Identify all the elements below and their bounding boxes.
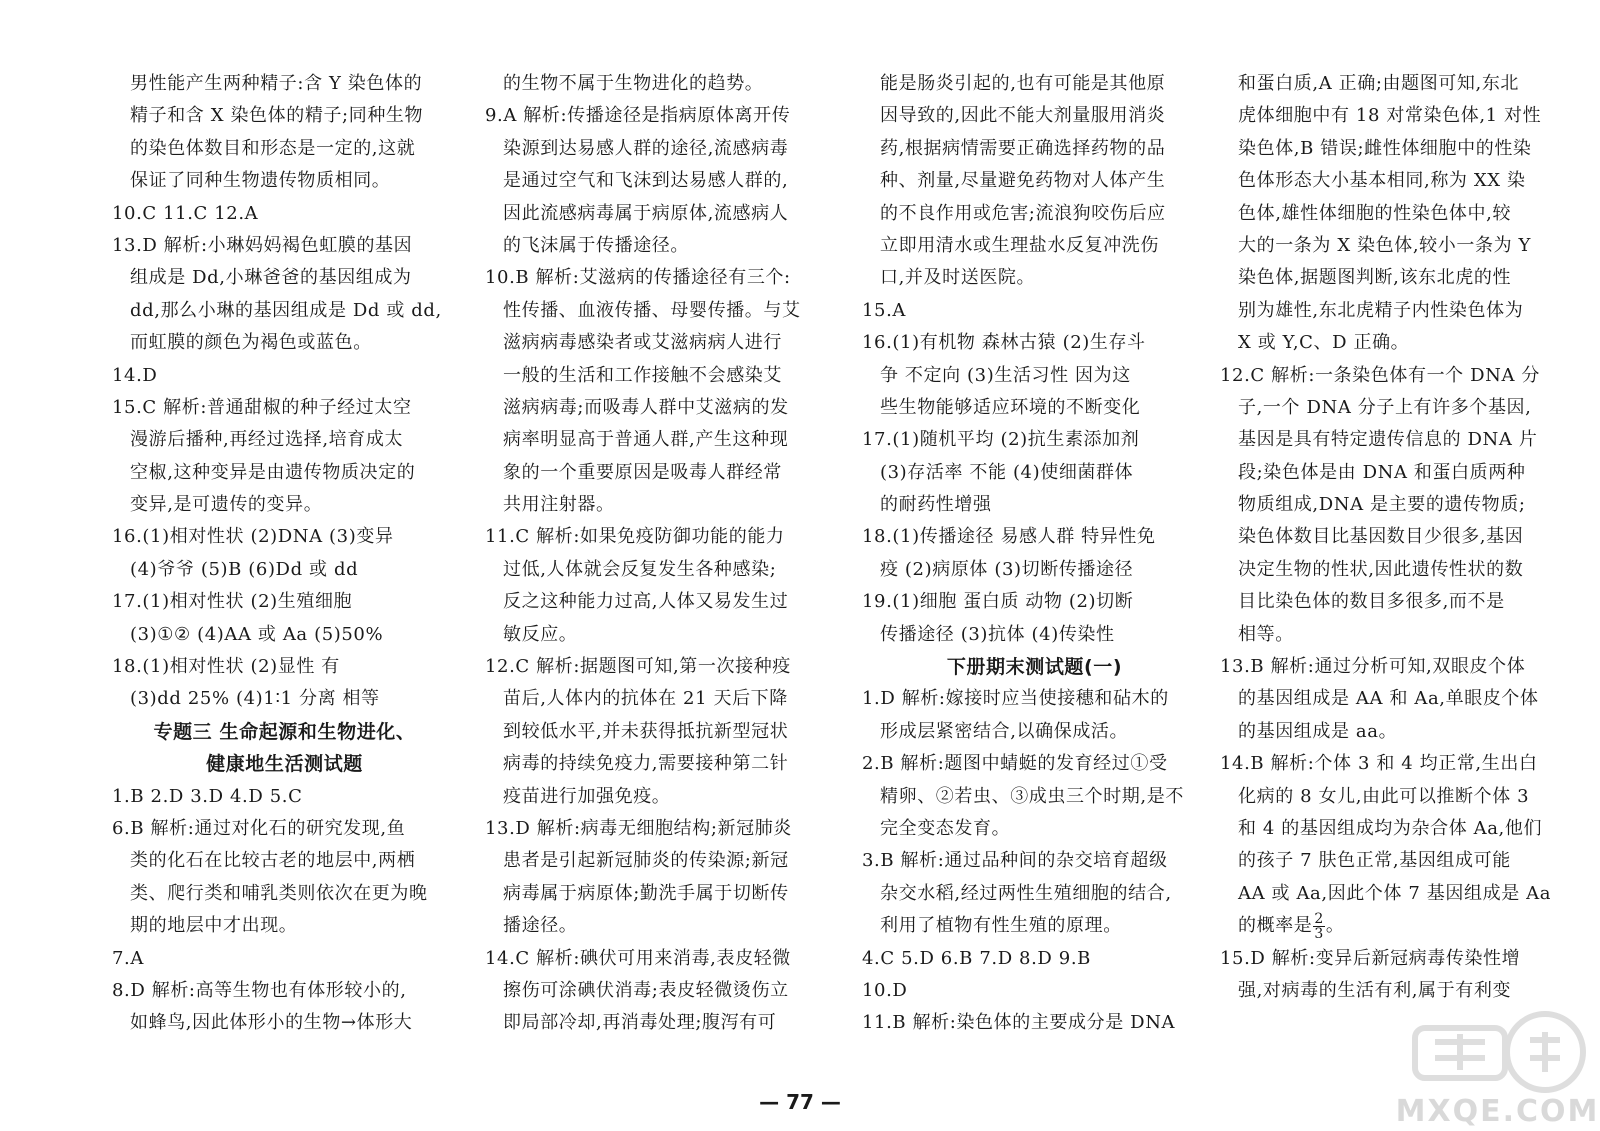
- answer-line: [485, 586, 830, 618]
- answer-line: [862, 586, 1207, 618]
- answer-line-text: 药,根据病情需要正确选择药物的品: [880, 137, 1166, 159]
- answer-line-text: 类的化石在比较古老的地层中,两栖: [130, 850, 416, 872]
- answer-line: [112, 262, 457, 294]
- answer-line: [862, 554, 1207, 586]
- answer-line-text: 立即用清水或生理盐水反复冲洗伤: [880, 234, 1159, 256]
- answer-line-text: 染源到达易感人群的途径,流感病毒: [503, 137, 789, 159]
- answer-line-text: 空椒,这种变异是由遗传物质决定的: [130, 461, 416, 483]
- answer-line-text: 精卵、②若虫、③成虫三个时期,是不: [880, 785, 1184, 807]
- answer-line-text: 的不良作用或危害;流浪狗咬伤后应: [880, 202, 1166, 224]
- answer-line: [112, 489, 457, 521]
- answer-line-text: dd,那么小琳的基因组成是 Dd 或 dd,: [130, 299, 442, 321]
- answer-line: [862, 360, 1207, 392]
- answer-line: [1220, 910, 1565, 942]
- answer-line-text: 决定生物的性状,因此遗传性状的数: [1238, 558, 1524, 580]
- answer-line: [862, 813, 1207, 845]
- answer-line-text: (4)爷爷 (5)B (6)Dd 或 dd: [130, 558, 359, 580]
- answer-line: [485, 489, 830, 521]
- answer-line-text: 17.(1)随机平均 (2)抗生素添加剂: [862, 429, 1140, 451]
- answer-line-text: 染色体,B 错误;雌性体细胞中的性染: [1238, 137, 1532, 159]
- answer-line-text: 14.B 解析:个体 3 和 4 均正常,生出白: [1220, 753, 1538, 775]
- answer-line: [112, 813, 457, 845]
- answer-line: [485, 910, 830, 942]
- answer-line-text: 的概率是: [1238, 915, 1313, 937]
- answer-line: [862, 943, 1207, 975]
- answer-line-text: AA 或 Aa,因此个体 7 基因组成是 Aa: [1238, 882, 1552, 904]
- answer-line: [862, 457, 1207, 489]
- answer-line-text: 12.C 解析:一条染色体有一个 DNA 分: [1220, 364, 1541, 386]
- answer-line-text: 因导致的,因此不能大剂量服用消炎: [880, 105, 1166, 127]
- answer-line-text: 敏反应。: [503, 623, 578, 645]
- answer-line: [1220, 489, 1565, 521]
- answer-line-text: 反之这种能力过高,人体又易发生过: [503, 591, 789, 613]
- answer-line: [112, 392, 457, 424]
- answer-line-text: 的耐药性增强: [880, 494, 992, 516]
- answer-line: [862, 521, 1207, 553]
- answer-line: [1220, 619, 1565, 651]
- answer-line-text: 因此流感病毒属于病原体,流感病人: [503, 202, 789, 224]
- answer-line: [485, 100, 830, 132]
- answer-line-text: 16.(1)相对性状 (2)DNA (3)变异: [112, 526, 394, 548]
- answer-line-text: 共用注射器。: [503, 494, 615, 516]
- answer-line: [112, 651, 457, 683]
- answer-line: [112, 975, 457, 1007]
- answer-line-text: 口,并及时送医院。: [880, 267, 1036, 289]
- answer-line-text: 8.D 解析:高等生物也有体形较小的,: [112, 979, 407, 1001]
- answer-line: [862, 68, 1207, 100]
- answer-line: [485, 619, 830, 651]
- answer-line: [485, 198, 830, 230]
- answer-line-text: 染色体数目比基因数目少很多,基因: [1238, 526, 1524, 548]
- fraction-numerator: 2: [1314, 910, 1324, 927]
- answer-line-text: 播途径。: [503, 915, 578, 937]
- answer-line: [112, 133, 457, 165]
- answer-column-2: [485, 68, 830, 1040]
- answer-line: [1220, 781, 1565, 813]
- answer-line: [485, 683, 830, 715]
- answer-line: [112, 521, 457, 553]
- answer-line: [862, 295, 1207, 327]
- answer-line-text: 的基因组成是 AA 和 Aa,单眼皮个体: [1238, 688, 1539, 710]
- answer-line-text: 和蛋白质,A 正确;由题图可知,东北: [1238, 73, 1520, 94]
- answer-line-text: 滋病病毒感染者或艾滋病病人进行: [503, 332, 782, 354]
- answer-line: [112, 845, 457, 877]
- answer-line: [485, 651, 830, 683]
- answer-column-3: [862, 68, 1207, 1040]
- answer-line: [862, 392, 1207, 424]
- answer-line-text: 13.B 解析:通过分析可知,双眼皮个体: [1220, 656, 1526, 678]
- answer-line: [112, 1007, 457, 1039]
- answer-line-text: 类、爬行类和哺乳类则依次在更为晚: [130, 882, 428, 904]
- answer-line: [862, 230, 1207, 262]
- answer-line: [112, 457, 457, 489]
- answer-line-text: 相等。: [1238, 623, 1294, 645]
- answer-line: [112, 943, 457, 975]
- answer-line: [485, 457, 830, 489]
- answer-line: [485, 878, 830, 910]
- answer-line: [485, 748, 830, 780]
- answer-line-text: 15.A: [862, 299, 907, 321]
- answer-line-text: 13.D 解析:病毒无细胞结构;新冠肺炎: [485, 817, 792, 839]
- answer-line-text: 17.(1)相对性状 (2)生殖细胞: [112, 591, 353, 613]
- answer-line-text: 的染色体数目和形态是一定的,这就: [130, 137, 416, 159]
- answer-line-text: 1.D 解析:嫁接时应当使接穗和砧木的: [862, 688, 1169, 710]
- answer-line-text: (3)存活率 不能 (4)使细菌群体: [880, 461, 1134, 483]
- answer-column-1: [112, 68, 457, 1040]
- answer-line: [862, 878, 1207, 910]
- answer-line-text: 保证了同种生物遗传物质相同。: [130, 170, 391, 192]
- answer-line-text: 2.B 解析:题图中蜻蜓的发育经过①受: [862, 753, 1168, 775]
- answer-line: [1220, 748, 1565, 780]
- answer-line-text: 14.C 解析:碘伏可用来消毒,表皮轻微: [485, 947, 791, 969]
- answer-line-text: 11.B 解析:染色体的主要成分是 DNA: [862, 1012, 1176, 1034]
- answer-line-text: 11.C 解析:如果免疫防御功能的能力: [485, 526, 785, 548]
- answer-line-text: 到较低水平,并未获得抵抗新型冠状: [503, 720, 789, 742]
- answer-line-text: 形成层紧密结合,以确保成活。: [880, 720, 1129, 742]
- answer-line: [485, 360, 830, 392]
- answer-line-text: 9.A 解析:传播途径是指病原体离开传: [485, 105, 791, 127]
- answer-line-text: 色体形态大小基本相同,称为 XX 染: [1238, 170, 1526, 192]
- answer-line: [1220, 100, 1565, 132]
- answer-line-text: 杂交水稻,经过两性生殖细胞的结合,: [880, 882, 1172, 904]
- answer-line-text: 病毒的持续免疫力,需要接种第二针: [503, 753, 789, 775]
- answer-line-text: 子,一个 DNA 分子上有许多个基因,: [1238, 396, 1532, 418]
- answer-line: [862, 424, 1207, 456]
- answer-line: [1220, 975, 1565, 1007]
- answer-line: [1220, 943, 1565, 975]
- answer-line-text: 漫游后播种,再经过选择,培育成太: [130, 429, 404, 451]
- fraction: [1313, 912, 1325, 941]
- answer-line-text: 目比染色体的数目多很多,而不是: [1238, 591, 1505, 613]
- section-heading: [862, 651, 1207, 683]
- answer-line-text: 变异,是可遗传的变异。: [130, 494, 323, 516]
- answer-line-text: 和 4 的基因组成均为杂合体 Aa,他们: [1238, 817, 1543, 839]
- answer-line-text: 精子和含 X 染色体的精子;同种生物: [130, 105, 424, 127]
- answer-line: [112, 230, 457, 262]
- answer-line-text: 苗后,人体内的抗体在 21 天后下降: [503, 688, 788, 710]
- answer-line: [112, 586, 457, 618]
- answer-line-text: 期的地层中才出现。: [130, 915, 298, 937]
- answer-line-text: 15.D 解析:变异后新冠病毒传染性增: [1220, 947, 1521, 969]
- answer-line-text: 色体,雄性体细胞的性染色体中,较: [1238, 202, 1512, 224]
- answer-line-text: 16.(1)有机物 森林古猿 (2)生存斗: [862, 332, 1146, 354]
- answer-column-4: [1220, 68, 1565, 1007]
- answer-line: [862, 781, 1207, 813]
- answer-line-text: 物质组成,DNA 是主要的遗传物质;: [1238, 494, 1526, 516]
- answer-line-text: 组成是 Dd,小琳爸爸的基因组成为: [130, 267, 412, 289]
- answer-line-text: 14.D: [112, 364, 158, 386]
- answer-line-text: 10.C 11.C 12.A: [112, 202, 259, 224]
- answer-line: [862, 975, 1207, 1007]
- answer-line: [112, 878, 457, 910]
- answer-line: [862, 165, 1207, 197]
- answer-line-text: 争 不定向 (3)生活习性 因为这: [880, 364, 1131, 386]
- answer-line: [862, 1007, 1207, 1039]
- answer-line-text: 象的一个重要原因是吸毒人群经常: [503, 461, 782, 483]
- answer-line: [112, 683, 457, 715]
- answer-line-text: 强,对病毒的生活有利,属于有利变: [1238, 979, 1512, 1001]
- answer-line-text: 专题三 生命起源和生物进化、: [153, 720, 416, 743]
- answer-line: [862, 327, 1207, 359]
- answer-line: [862, 716, 1207, 748]
- answer-line-text: 的基因组成是 aa。: [1238, 720, 1398, 742]
- answer-line: [1220, 554, 1565, 586]
- answer-line-text: 13.D 解析:小琳妈妈褐色虹膜的基因: [112, 234, 413, 256]
- answer-line: [485, 1007, 830, 1039]
- answer-line-text: 病毒属于病原体;勤洗手属于切断传: [503, 882, 789, 904]
- answer-line-text: 擦伤可涂碘伏消毒;表皮轻微烫伤立: [503, 979, 789, 1001]
- answer-line: [1220, 878, 1565, 910]
- answer-line-text: 即局部冷却,再消毒处理;腹泻有可: [503, 1012, 777, 1034]
- answer-line-text: 如蜂鸟,因此体形小的生物→体形大: [130, 1012, 413, 1034]
- answer-line-text: 18.(1)相对性状 (2)显性 有: [112, 656, 340, 678]
- answer-line: [1220, 198, 1565, 230]
- answer-line-text: 7.A: [112, 947, 144, 969]
- answer-line: [485, 521, 830, 553]
- answer-line: [1220, 845, 1565, 877]
- answer-line: [1220, 424, 1565, 456]
- answer-line: [1220, 230, 1565, 262]
- answer-line: [1220, 360, 1565, 392]
- page-number: — 77 —: [759, 1090, 841, 1114]
- answer-line: [862, 489, 1207, 521]
- answer-line: [112, 619, 457, 651]
- answer-line: [485, 424, 830, 456]
- answer-line: [485, 845, 830, 877]
- answer-line-text: 大的一条为 X 染色体,较小一条为 Y: [1238, 234, 1531, 256]
- answer-line-text: 段;染色体是由 DNA 和蛋白质两种: [1238, 461, 1526, 483]
- answer-line: [112, 100, 457, 132]
- answer-line-text: 过低,人体就会反复发生各种感染;: [503, 558, 777, 580]
- answer-line: [1220, 68, 1565, 100]
- answer-line: [485, 716, 830, 748]
- answer-line: [485, 68, 830, 100]
- answer-line: [112, 781, 457, 813]
- answer-line-text: 化病的 8 女儿,由此可以推断个体 3: [1238, 785, 1530, 807]
- answer-line-text: 6.B 解析:通过对化石的研究发现,鱼: [112, 817, 406, 839]
- answer-line: [485, 165, 830, 197]
- answer-line: [862, 262, 1207, 294]
- answer-line: [485, 975, 830, 1007]
- answer-line: [1220, 716, 1565, 748]
- answer-line-text: 而虹膜的颜色为褐色或蓝色。: [130, 332, 372, 354]
- answer-line: [862, 748, 1207, 780]
- answer-line-text: 4.C 5.D 6.B 7.D 8.D 9.B: [862, 947, 1091, 969]
- answer-line: [485, 262, 830, 294]
- answer-line: [1220, 683, 1565, 715]
- answer-line: [485, 781, 830, 813]
- answer-line: [112, 910, 457, 942]
- answer-line: [862, 845, 1207, 877]
- answer-line: [1220, 165, 1565, 197]
- answer-line: [862, 198, 1207, 230]
- answer-line: [485, 943, 830, 975]
- answer-line-text: 滋病病毒;而吸毒人群中艾滋病的发: [503, 396, 789, 418]
- answer-line: [1220, 521, 1565, 553]
- answer-line: [485, 230, 830, 262]
- answer-line: [485, 554, 830, 586]
- answer-line: [485, 813, 830, 845]
- answer-line-text: 疫苗进行加强免疫。: [503, 785, 671, 807]
- answer-line: [1220, 262, 1565, 294]
- answer-line: [112, 198, 457, 230]
- answer-line-text: (3)dd 25% (4)1∶1 分离 相等: [130, 688, 380, 710]
- answer-line-text: 虎体细胞中有 18 对常染色体,1 对性: [1238, 105, 1542, 127]
- answer-line-text: 下册期末测试题(一): [946, 656, 1123, 679]
- answer-line-text: 1.B 2.D 3.D 4.D 5.C: [112, 785, 303, 807]
- answer-line: [112, 68, 457, 100]
- answer-line-text: (3)①② (4)AA 或 Aa (5)50%: [130, 623, 384, 645]
- answer-line: [1220, 813, 1565, 845]
- fraction-denominator: 3: [1314, 925, 1324, 942]
- answer-line: [862, 910, 1207, 942]
- answer-line-text: 19.(1)细胞 蛋白质 动物 (2)切断: [862, 591, 1134, 613]
- watermark-text: MXQE.COM: [1395, 1094, 1600, 1129]
- watermark-logo-shape: [1395, 1010, 1600, 1100]
- answer-line: [1220, 392, 1565, 424]
- answer-line-text: 利用了植物有性生殖的原理。: [880, 915, 1122, 937]
- answer-line: [112, 327, 457, 359]
- answer-line-suffix: 。: [1325, 915, 1345, 937]
- answer-line-text: 男性能产生两种精子:含 Y 染色体的: [130, 73, 423, 94]
- answer-line: [485, 295, 830, 327]
- answer-line: [1220, 133, 1565, 165]
- answer-line-text: 的飞沫属于传播途径。: [503, 234, 689, 256]
- answer-line-text: 10.B 解析:艾滋病的传播途径有三个:: [485, 267, 791, 289]
- answer-line: [1220, 327, 1565, 359]
- answer-line-text: 患者是引起新冠肺炎的传染源;新冠: [503, 850, 789, 872]
- answer-line-text: 些生物能够适应环境的不断变化: [880, 396, 1141, 418]
- answer-line-text: 疫 (2)病原体 (3)切断传播途径: [880, 558, 1134, 580]
- answer-line: [112, 360, 457, 392]
- answer-line-text: 完全变态发育。: [880, 817, 1011, 839]
- answer-line-text: 10.D: [862, 979, 908, 1001]
- answer-line-text: 15.C 解析:普通甜椒的种子经过太空: [112, 396, 412, 418]
- answer-line: [1220, 651, 1565, 683]
- answer-line: [485, 392, 830, 424]
- section-heading: [112, 716, 457, 748]
- answer-line-text: 能是肠炎引起的,也有可能是其他原: [880, 73, 1166, 94]
- answer-line: [1220, 586, 1565, 618]
- answer-line-text: 是通过空气和飞沫到达易感人群的,: [503, 170, 789, 192]
- answer-line-text: 18.(1)传播途径 易感人群 特异性免: [862, 526, 1156, 548]
- section-heading: [112, 748, 457, 780]
- answer-line-text: 基因是具有特定遗传信息的 DNA 片: [1238, 429, 1538, 451]
- answer-line-text: 病率明显高于普通人群,产生这种现: [503, 429, 789, 451]
- answer-line: [485, 133, 830, 165]
- answer-line: [862, 683, 1207, 715]
- answer-line-text: X 或 Y,C、D 正确。: [1238, 332, 1410, 354]
- answer-line-text: 的生物不属于生物进化的趋势。: [503, 73, 764, 94]
- answer-line-text: 染色体,据题图判断,该东北虎的性: [1238, 267, 1512, 289]
- answer-line: [112, 554, 457, 586]
- answer-line-text: 一般的生活和工作接触不会感染艾: [503, 364, 782, 386]
- answer-line-text: 性传播、血液传播、母婴传播。与艾: [503, 299, 801, 321]
- answer-line: [112, 165, 457, 197]
- answer-line: [112, 424, 457, 456]
- answer-line: [862, 133, 1207, 165]
- answer-line-text: 12.C 解析:据题图可知,第一次接种疫: [485, 656, 791, 678]
- answer-line: [1220, 457, 1565, 489]
- answer-line-text: 3.B 解析:通过品种间的杂交培育超级: [862, 850, 1168, 872]
- answer-line-text: 别为雄性,东北虎精子内性染色体为: [1238, 299, 1524, 321]
- answer-line-text: 健康地生活测试题: [206, 753, 363, 776]
- answer-line: [862, 619, 1207, 651]
- answer-line-text: 的孩子 7 肤色正常,基因组成可能: [1238, 850, 1511, 872]
- answer-line-text: 传播途径 (3)抗体 (4)传染性: [880, 623, 1115, 645]
- answer-line-text: 种、剂量,尽量避免药物对人体产生: [880, 170, 1166, 192]
- answer-line: [485, 327, 830, 359]
- answer-line: [112, 295, 457, 327]
- answer-line: [1220, 295, 1565, 327]
- answer-line: [862, 100, 1207, 132]
